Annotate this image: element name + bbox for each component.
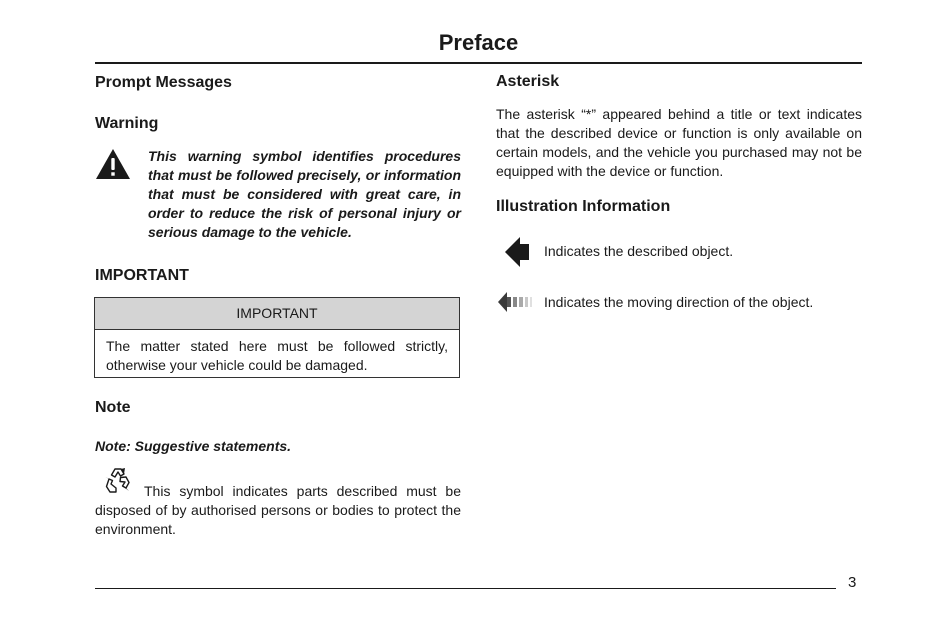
important-box-title: IMPORTANT bbox=[95, 298, 459, 330]
arrow-object-text: Indicates the described object. bbox=[544, 243, 734, 259]
warning-text: This warning symbol identifies procedures that must be followed precisely, or information that must be considered with great care, in order to reduce the risk of personal injury or serious damage to the vehicle. bbox=[148, 148, 461, 240]
arrow-direction-text: Indicates the moving direction of the object. bbox=[544, 294, 814, 310]
warning-heading: Warning bbox=[95, 115, 159, 132]
note-text: Note: Suggestive statements. bbox=[95, 438, 292, 454]
page-title: Preface bbox=[438, 30, 519, 55]
footer-rule bbox=[95, 588, 836, 589]
header-rule bbox=[95, 62, 862, 64]
asterisk-heading: Asterisk bbox=[496, 73, 560, 90]
illustration-heading: Illustration Information bbox=[496, 198, 671, 215]
warning-triangle-icon bbox=[95, 148, 131, 180]
recycle-text: This symbol indicates parts described must be disposed of by authorised persons or bodies to protect the environment. bbox=[95, 483, 461, 537]
prompt-messages-heading: Prompt Messages bbox=[95, 74, 232, 91]
page-number: 3 bbox=[848, 574, 857, 591]
important-heading: IMPORTANT bbox=[95, 267, 189, 284]
important-box-text: The matter stated here must be followed strictly, otherwise your vehicle could be damaged. bbox=[106, 338, 448, 373]
note-heading: Note bbox=[95, 399, 131, 416]
solid-arrow-left-icon bbox=[504, 236, 530, 268]
asterisk-text: The asterisk “*” appeared behind a title or text indicates that the described device or function is only available on certain models, and the vehicle you purchased may not be equipped with the device or function. bbox=[496, 106, 862, 179]
fading-arrow-left-icon bbox=[497, 290, 535, 314]
important-box bbox=[94, 297, 460, 378]
